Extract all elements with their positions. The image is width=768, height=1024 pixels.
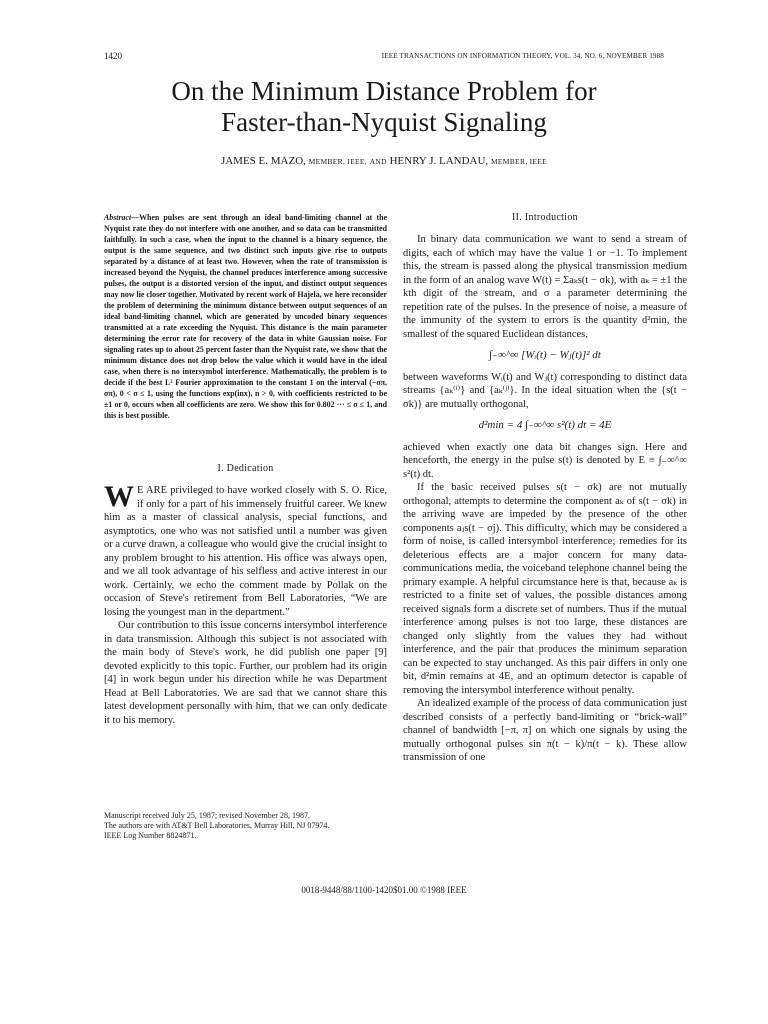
abstract-text: —When pulses are sent through an ideal band-limiting channel at the Nyquist rate they do not interfere with one another, and so data can be transmitted faithfully. In such a case, when the input to the channel is a binary sequence, the output is the same sequence, and two distinct such inputs give rise to outputs separated by a distance of at least two. However, when the rate of transmission is increased beyond the Nyquist, the channel produces interference among successive pulses, the output is a distorted version of the input, and distinct output sequences may now lie closer together. Motivated by recent work of Hajela, we here reconsider the problem of determining the minimum distance between output sequences of an ideal band-limiting channel, which are generated by uncoded binary sequences transmitted at a rate exceeding the Nyquist. This distance is the main parameter determining the error rate for recovery of the data in white Gaussian noise. For signaling rates up to about 25 percent faster than the Nyquist rate, we show that the minimum distance does not drop below the value which it would have in the ideal case, when there is no intersymbol interference. Mathematically, the problem is to decide if the best L² Fourier approximation to the constant 1 on the interval (−σπ, σπ), 0 < σ ≤ 1, using the functions exp(inx), n > 0, with coefficients restricted to be ±1 or 0, occurs when all coefficients are zero. We show this for 0.802 ··· ≤ σ ≤ 1, and this is best possible. <box>104 213 387 420</box>
page-number: 1420 <box>104 51 122 61</box>
abstract-label: Abstract <box>104 213 132 222</box>
paper-title <box>0 76 768 138</box>
author-2-membership: MEMBER, IEEE <box>490 157 548 166</box>
intro-paragraph-4: If the basic received pulses s(t − σk) are not mutually orthogonal, attempts to determine the component aₖ of s(t − σk) in the arriving wave are impeded by the presence of the other components aⱼs(t − σj). This difficulty, which may be considered a form of noise, is called intersymbol interference; remedies for its deleterious effects are a major concern for many data-communications media, the voiceband telephone channel being the primary example. A helpful circumstance here is that, because aₖ is restricted to a finite set of values, the possible distances among received signals form a discrete set of numbers. Thus if the mutual interference among pulses is not too large, these distances are changed only slightly from the values they had without interference, and the pair that produces the minimum separation can be expected to stay unchanged. As this pair differs in only one bit, d²min remains at 4E, and an optimum detector is capable of removing the intersymbol interference without penalty. <box>403 482 687 696</box>
dedication-paragraph-2: Our contribution to this issue concerns intersymbol interference in data transmission. Although this subject is not associated with the main body of Steve's work, he did publish one paper [9] devoted explicitly to this topic. Further, our problem had its origin [4] in work begun under his direction while he was Department Head at Bell Laboratories. We are sad that we cannot share this latest development personally with him, that we can only dedicate it to his memory. <box>104 620 387 726</box>
footnote-received: Manuscript received July 25, 1987; revised November 28, 1987. <box>104 811 310 820</box>
section-heading-introduction: II. Introduction <box>512 212 578 223</box>
intro-paragraph-1: In binary data communication we want to send a stream of digits, each of which may have the value 1 or −1. To implement this, the stream is passed along the physical transmission medium in the form of an analog wave W(t) = Σaₖs(t − σk), with aₖ = ±1 the kth digit of the stream, and σ a parameter determining the repetition rate of the pulses. In the presence of noise, a measure of the immunity of the system to errors is the quantity d²min, the smallest of the squared Euclidean distances, <box>403 234 687 340</box>
intro-paragraph-3: achieved when exactly one data bit changes sign. Here and henceforth, the energy in the pulse s(t) is denoted by E ≡ ∫₋∞^∞ s²(t) dt. <box>403 441 687 480</box>
footnote-affiliation: The authors are with AT&T Bell Laboratories, Murray Hill, NJ 07974. <box>104 821 330 830</box>
title-line-1: On the Minimum Distance Problem for <box>171 76 597 106</box>
intro-paragraph-5: An idealized example of the process of data communication just described consists of a perfectly band-limiting or “brick-wall” channel of bandwidth [−π, π] on which one signals by using the mutually orthogonal pulses sin π(t − k)/π(t − k). These allow transmission of one <box>403 698 687 763</box>
equation-dmin: d²min = 4 ∫₋∞^∞ s²(t) dt = 4E <box>478 419 612 431</box>
introduction-body <box>403 233 687 765</box>
manuscript-footnote <box>104 811 387 841</box>
section-heading-dedication: I. Dedication <box>217 463 274 474</box>
drop-cap: W <box>104 480 134 513</box>
dedication-body <box>104 480 387 727</box>
author-2: HENRY J. LANDAU, <box>389 155 489 167</box>
footnote-log-number: IEEE Log Number 8824871. <box>104 831 197 840</box>
equation-distance: ∫₋∞^∞ [Wᵢ(t) − Wⱼ(t)]² dt <box>489 349 601 361</box>
right-column <box>403 212 687 765</box>
intro-paragraph-2: between waveforms Wᵢ(t) and Wⱼ(t) corresponding to distinct data streams {aₖ⁽ⁱ⁾} and {aₖ⁽ʲ⁾}. In the ideal situation when the {s(t − σk)} are mutually orthogonal, <box>403 371 687 410</box>
author-1: JAMES E. MAZO, <box>220 155 306 167</box>
title-line-2: Faster-than-Nyquist Signaling <box>221 107 547 137</box>
dedication-paragraph-1: W E ARE privileged to have worked closely with S. O. Rice, if only for a part of his immensely fruitful career. We knew him as a master of classical analysis, special functions, and asymptotics, one who was not satisfied until a number was given or a curve drawn, a colleague who would give the crucial insight to any problem brought to his attention. His office was always open, and we all took advantage of his selfless and active interest in our work. Certainly, we echo the comment made by Pollak on the occasion of Steve's retirement from Bell Laboratories, “We are losing the youngest man in the department.” <box>104 480 387 618</box>
left-column <box>104 212 387 727</box>
author-conjunction: AND <box>369 157 387 166</box>
copyright-footer: 0018-9448/88/1100-1420$01.00 ©1988 IEEE <box>301 885 467 895</box>
author-line <box>0 155 768 167</box>
abstract <box>104 212 387 421</box>
author-1-membership: MEMBER, IEEE, <box>308 157 367 166</box>
journal-header: IEEE TRANSACTIONS ON INFORMATION THEORY, VOL. 34, NO. 6, NOVEMBER 1988 <box>381 52 664 60</box>
